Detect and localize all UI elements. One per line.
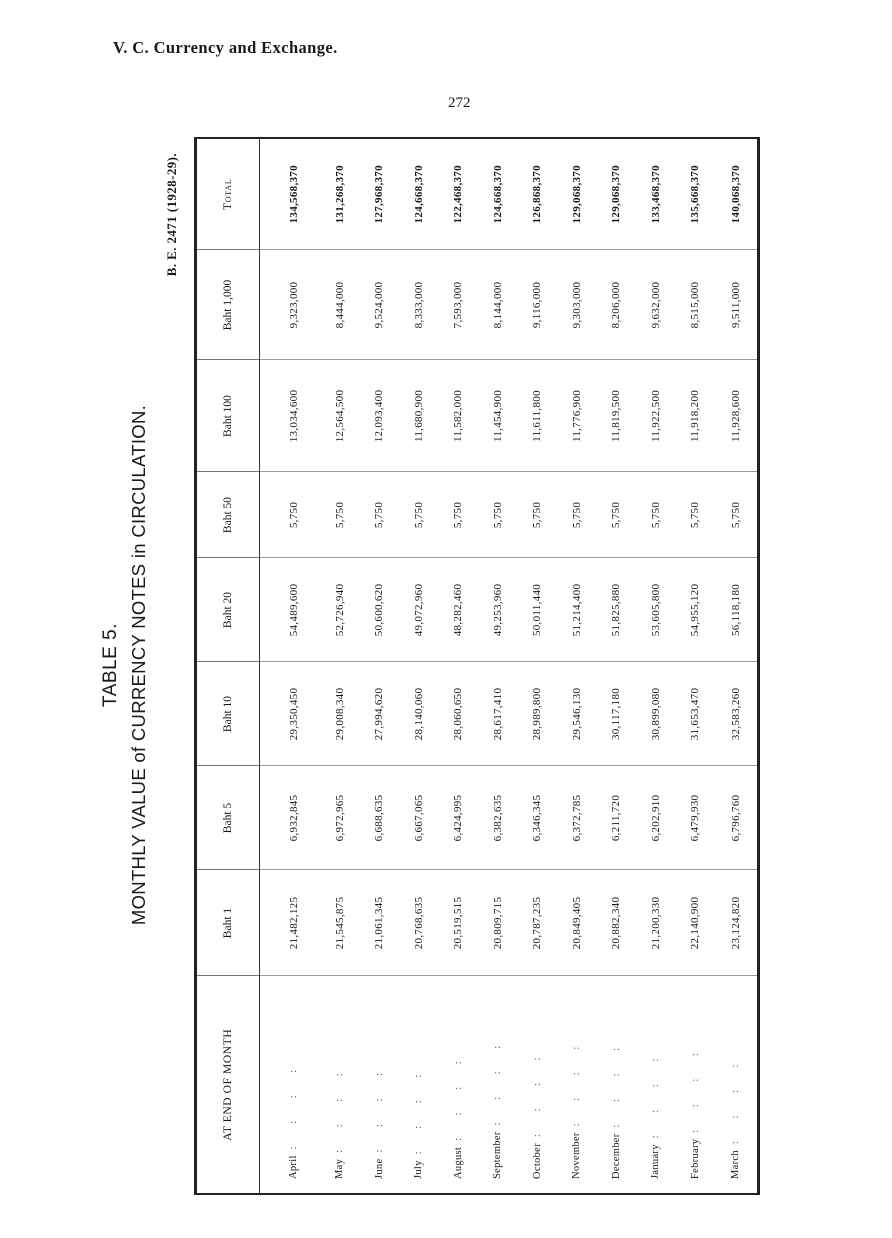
leader-dots: : : : :	[413, 1064, 425, 1155]
month-cell	[260, 976, 321, 1194]
table-body	[260, 138, 759, 1194]
cell-baht-20: 49,072,960	[399, 558, 438, 662]
cell-baht-5: 6,202,910	[636, 766, 675, 870]
month-label: August	[452, 1146, 464, 1179]
cell-baht-1: 23,124,820	[715, 870, 759, 976]
cell-baht-1: 20,768,635	[399, 870, 438, 976]
cell-baht-1000: 9,303,000	[557, 250, 596, 360]
month-cell	[517, 976, 556, 1194]
table-row	[320, 138, 359, 1194]
table-row	[260, 138, 321, 1194]
table-row	[675, 138, 714, 1194]
cell-baht-50: 5,750	[478, 472, 517, 558]
cell-baht-5: 6,211,720	[596, 766, 635, 870]
month-cell	[399, 976, 438, 1194]
cell-baht-10: 28,989,800	[517, 662, 556, 766]
cell-baht-1: 21,482,125	[260, 870, 321, 976]
col-header-total: Total	[196, 138, 260, 250]
cell-total: 124,668,370	[399, 138, 438, 250]
cell-baht-20: 51,825,880	[596, 558, 635, 662]
cell-total: 140,068,370	[715, 138, 759, 250]
table-row	[557, 138, 596, 1194]
cell-baht-100: 11,819,500	[596, 360, 635, 472]
cell-total: 131,268,370	[320, 138, 359, 250]
cell-baht-20: 50,011,440	[517, 558, 556, 662]
leader-dots: : : : :	[452, 1051, 464, 1141]
cell-baht-1: 20,787,235	[517, 870, 556, 976]
cell-baht-5: 6,424,995	[439, 766, 478, 870]
cell-baht-10: 30,899,080	[636, 662, 675, 766]
cell-baht-5: 6,932,845	[260, 766, 321, 870]
table-row	[517, 138, 556, 1194]
table-row	[636, 138, 675, 1194]
reference-year: B. E. 2471 (1928-29).	[164, 153, 179, 277]
leader-dots: : : : :	[288, 1059, 300, 1150]
month-cell	[557, 976, 596, 1194]
cell-baht-20: 53,605,800	[636, 558, 675, 662]
month-label: December	[610, 1133, 622, 1179]
leader-dots: : : : :	[571, 1036, 583, 1127]
cell-baht-10: 30,117,180	[596, 662, 635, 766]
cell-baht-1: 22,140,900	[675, 870, 714, 976]
cell-baht-1000: 8,444,000	[320, 250, 359, 360]
table-row	[399, 138, 438, 1194]
cell-baht-10: 32,583,260	[715, 662, 759, 766]
cell-baht-10: 29,008,340	[320, 662, 359, 766]
cell-baht-1000: 8,333,000	[399, 250, 438, 360]
cell-baht-10: 27,994,620	[360, 662, 399, 766]
cell-baht-10: 29,350,450	[260, 662, 321, 766]
month-cell	[596, 976, 635, 1194]
col-header-baht-10: Baht 10	[196, 662, 260, 766]
cell-baht-1: 20,882,340	[596, 870, 635, 976]
cell-baht-50: 5,750	[636, 472, 675, 558]
cell-baht-10: 28,060,650	[439, 662, 478, 766]
cell-baht-5: 6,372,785	[557, 766, 596, 870]
cell-baht-5: 6,479,930	[675, 766, 714, 870]
col-header-baht-1: Baht 1	[196, 870, 260, 976]
cell-baht-100: 11,454,900	[478, 360, 517, 472]
cell-baht-100: 11,582,000	[439, 360, 478, 472]
table-subtitle: MONTHLY VALUE of CURRENCY NOTES in CIRCULATION.	[128, 404, 149, 926]
table-row	[439, 138, 478, 1194]
leader-dots: : : : :	[373, 1063, 385, 1153]
page-number: 272	[448, 95, 471, 111]
cell-baht-50: 5,750	[715, 472, 759, 558]
cell-baht-10: 28,617,410	[478, 662, 517, 766]
cell-baht-1000: 9,323,000	[260, 250, 321, 360]
cell-baht-10: 28,140,060	[399, 662, 438, 766]
cell-baht-5: 6,972,965	[320, 766, 359, 870]
leader-dots: : : : :	[689, 1043, 701, 1133]
cell-baht-1000: 8,206,000	[596, 250, 635, 360]
col-header-baht-1000: Baht 1,000	[196, 250, 260, 360]
month-label: March	[730, 1150, 742, 1179]
cell-baht-50: 5,750	[517, 472, 556, 558]
cell-baht-50: 5,750	[320, 472, 359, 558]
cell-baht-1000: 8,144,000	[478, 250, 517, 360]
month-label: November	[571, 1132, 583, 1179]
cell-baht-100: 11,928,600	[715, 360, 759, 472]
currency-table	[194, 137, 760, 1195]
leader-dots: : : : :	[730, 1054, 742, 1145]
cell-baht-100: 12,564,500	[320, 360, 359, 472]
cell-baht-100: 11,611,800	[517, 360, 556, 472]
cell-baht-50: 5,750	[260, 472, 321, 558]
cell-baht-20: 52,726,940	[320, 558, 359, 662]
cell-baht-100: 11,918,200	[675, 360, 714, 472]
month-cell	[439, 976, 478, 1194]
cell-baht-1: 20,519,515	[439, 870, 478, 976]
rotated-table-block	[88, 135, 768, 1195]
cell-baht-10: 31,653,470	[675, 662, 714, 766]
cell-total: 126,868,370	[517, 138, 556, 250]
cell-total: 133,468,370	[636, 138, 675, 250]
cell-total: 122,468,370	[439, 138, 478, 250]
col-header-month: AT END OF MONTH	[196, 976, 260, 1194]
month-label: September	[492, 1131, 504, 1179]
cell-total: 129,068,370	[557, 138, 596, 250]
cell-total: 127,968,370	[360, 138, 399, 250]
cell-baht-1000: 8,515,000	[675, 250, 714, 360]
cell-total: 129,068,370	[596, 138, 635, 250]
month-cell	[320, 976, 359, 1194]
cell-baht-100: 11,776,900	[557, 360, 596, 472]
cell-baht-1000: 9,511,000	[715, 250, 759, 360]
cell-baht-50: 5,750	[439, 472, 478, 558]
month-cell	[715, 976, 759, 1194]
cell-baht-100: 11,922,500	[636, 360, 675, 472]
cell-baht-20: 51,214,400	[557, 558, 596, 662]
cell-baht-50: 5,750	[596, 472, 635, 558]
table-title: TABLE 5.	[100, 623, 121, 707]
month-label: April	[288, 1155, 300, 1179]
cell-baht-1000: 7,593,000	[439, 250, 478, 360]
cell-total: 124,668,370	[478, 138, 517, 250]
cell-baht-50: 5,750	[360, 472, 399, 558]
month-cell	[636, 976, 675, 1194]
month-label: May	[334, 1158, 346, 1179]
cell-baht-100: 13,034,600	[260, 360, 321, 472]
cell-baht-20: 56,118,180	[715, 558, 759, 662]
month-cell	[675, 976, 714, 1194]
cell-baht-1: 21,200,330	[636, 870, 675, 976]
col-header-baht-50: Baht 50	[196, 472, 260, 558]
cell-baht-20: 50,600,620	[360, 558, 399, 662]
month-label: January	[650, 1144, 662, 1179]
cell-baht-5: 6,346,345	[517, 766, 556, 870]
month-label: October	[531, 1143, 543, 1179]
leader-dots: : : : :	[334, 1063, 346, 1153]
cell-baht-5: 6,796,760	[715, 766, 759, 870]
cell-baht-50: 5,750	[675, 472, 714, 558]
table-row	[715, 138, 759, 1194]
table-row	[360, 138, 399, 1194]
month-label: February	[689, 1138, 701, 1179]
table-row	[478, 138, 517, 1194]
header-row	[196, 138, 260, 1194]
cell-baht-1: 20,809,715	[478, 870, 517, 976]
cell-baht-50: 5,750	[557, 472, 596, 558]
cell-baht-1: 21,061,345	[360, 870, 399, 976]
cell-baht-100: 12,093,400	[360, 360, 399, 472]
cell-baht-20: 49,253,960	[478, 558, 517, 662]
cell-baht-20: 54,489,600	[260, 558, 321, 662]
section-heading: V. C. Currency and Exchange.	[113, 38, 338, 57]
cell-baht-50: 5,750	[399, 472, 438, 558]
leader-dots: : : : :	[610, 1037, 622, 1128]
col-header-baht-100: Baht 100	[196, 360, 260, 472]
table-row	[596, 138, 635, 1194]
cell-baht-1000: 9,524,000	[360, 250, 399, 360]
cell-baht-1000: 9,632,000	[636, 250, 675, 360]
cell-total: 134,568,370	[260, 138, 321, 250]
leader-dots: : : : :	[650, 1048, 662, 1139]
month-label: July	[413, 1160, 425, 1179]
month-cell	[360, 976, 399, 1194]
leader-dots: : : : :	[492, 1035, 504, 1126]
cell-baht-10: 29,546,130	[557, 662, 596, 766]
col-header-baht-20: Baht 20	[196, 558, 260, 662]
cell-baht-20: 48,282,460	[439, 558, 478, 662]
cell-baht-5: 6,688,635	[360, 766, 399, 870]
cell-total: 135,668,370	[675, 138, 714, 250]
cell-baht-1: 21,545,875	[320, 870, 359, 976]
month-cell	[478, 976, 517, 1194]
month-label: June	[373, 1158, 385, 1179]
cell-baht-1: 20,849,405	[557, 870, 596, 976]
cell-baht-5: 6,382,635	[478, 766, 517, 870]
leader-dots: : : : :	[531, 1047, 543, 1138]
cell-baht-1000: 9,116,000	[517, 250, 556, 360]
col-header-baht-5: Baht 5	[196, 766, 260, 870]
cell-baht-100: 11,680,900	[399, 360, 438, 472]
cell-baht-20: 54,955,120	[675, 558, 714, 662]
cell-baht-5: 6,667,065	[399, 766, 438, 870]
